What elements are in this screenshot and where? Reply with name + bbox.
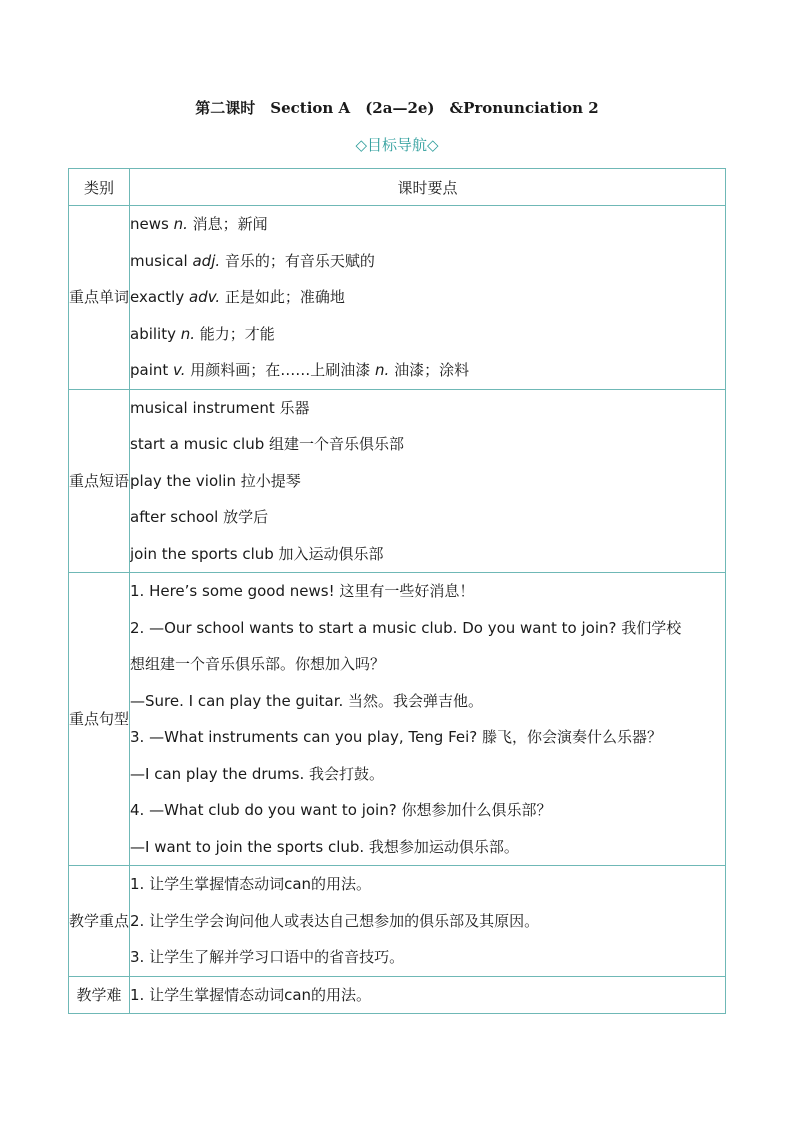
sentence-line: 1. Here’s some good news! 这里有一些好消息！ <box>130 582 475 600</box>
sentence-line: —I want to join the sports club. 我想参加运动俱乐部。 <box>130 837 519 856</box>
table-row <box>69 573 726 866</box>
category-cell: 重点句型 <box>69 573 130 866</box>
vocab-line: musical adj. 音乐的；有音乐天赋的 <box>130 251 375 270</box>
phrase-line: musical instrument 乐器 <box>130 398 310 417</box>
focus-line: 2. 让学生学会询问他人或表达自己想参加的俱乐部及其原因。 <box>130 911 540 930</box>
header-category: 类别 <box>69 169 130 206</box>
header-points: 课时要点 <box>130 169 726 206</box>
table-row <box>69 389 726 573</box>
points-cell <box>130 389 726 573</box>
phrase-line: start a music club 组建一个音乐俱乐部 <box>130 435 404 453</box>
points-cell <box>130 206 726 390</box>
page-title: 第二课时 Section A (2a—2e) &Pronunciation 2 <box>195 99 599 117</box>
sentence-line: 3. —What instruments can you play, Teng Fei? 滕飞，你会演奏什么乐器？ <box>130 728 663 746</box>
phrase-line: play the violin 拉小提琴 <box>130 471 301 490</box>
focus-line: 1. 让学生掌握情态动词can的用法。 <box>130 875 372 893</box>
difficulty-line: 1. 让学生掌握情态动词can的用法。 <box>130 985 372 1004</box>
focus-line: 3. 让学生了解并学习口语中的省音技巧。 <box>130 948 405 966</box>
section-heading: ◇目标导航◇ <box>355 136 439 154</box>
sentence-line: 想组建一个音乐俱乐部。你想加入吗？ <box>130 655 386 673</box>
category-cell: 教学重点 <box>69 866 130 977</box>
vocab-line: ability n. 能力；才能 <box>130 324 275 343</box>
phrase-line: after school 放学后 <box>130 508 269 526</box>
points-cell <box>130 866 726 977</box>
sentence-line: —Sure. I can play the guitar. 当然。我会弹吉他。 <box>130 691 484 710</box>
lesson-points-table <box>68 168 726 1014</box>
table-row <box>69 866 726 977</box>
points-cell <box>130 976 726 1014</box>
table-header-row <box>69 169 726 206</box>
vocab-line: exactly adv. 正是如此；准确地 <box>130 288 345 306</box>
sentence-line: —I can play the drums. 我会打鼓。 <box>130 764 384 783</box>
sentence-line: 4. —What club do you want to join? 你想参加什么俱乐部？ <box>130 801 552 819</box>
sentence-line: 2. —Our school wants to start a music club. Do you want to join? 我们学校 <box>130 618 682 637</box>
vocab-line: news n. 消息；新闻 <box>130 215 268 233</box>
category-cell: 教学难 <box>69 976 130 1014</box>
phrase-line: join the sports club 加入运动俱乐部 <box>130 544 384 563</box>
points-cell <box>130 573 726 866</box>
vocab-line: paint v. 用颜料画；在……上刷油漆 n. 油漆；涂料 <box>130 361 470 379</box>
table-row <box>69 976 726 1014</box>
category-cell: 重点单词 <box>69 206 130 390</box>
table-row <box>69 206 726 390</box>
category-cell: 重点短语 <box>69 389 130 573</box>
